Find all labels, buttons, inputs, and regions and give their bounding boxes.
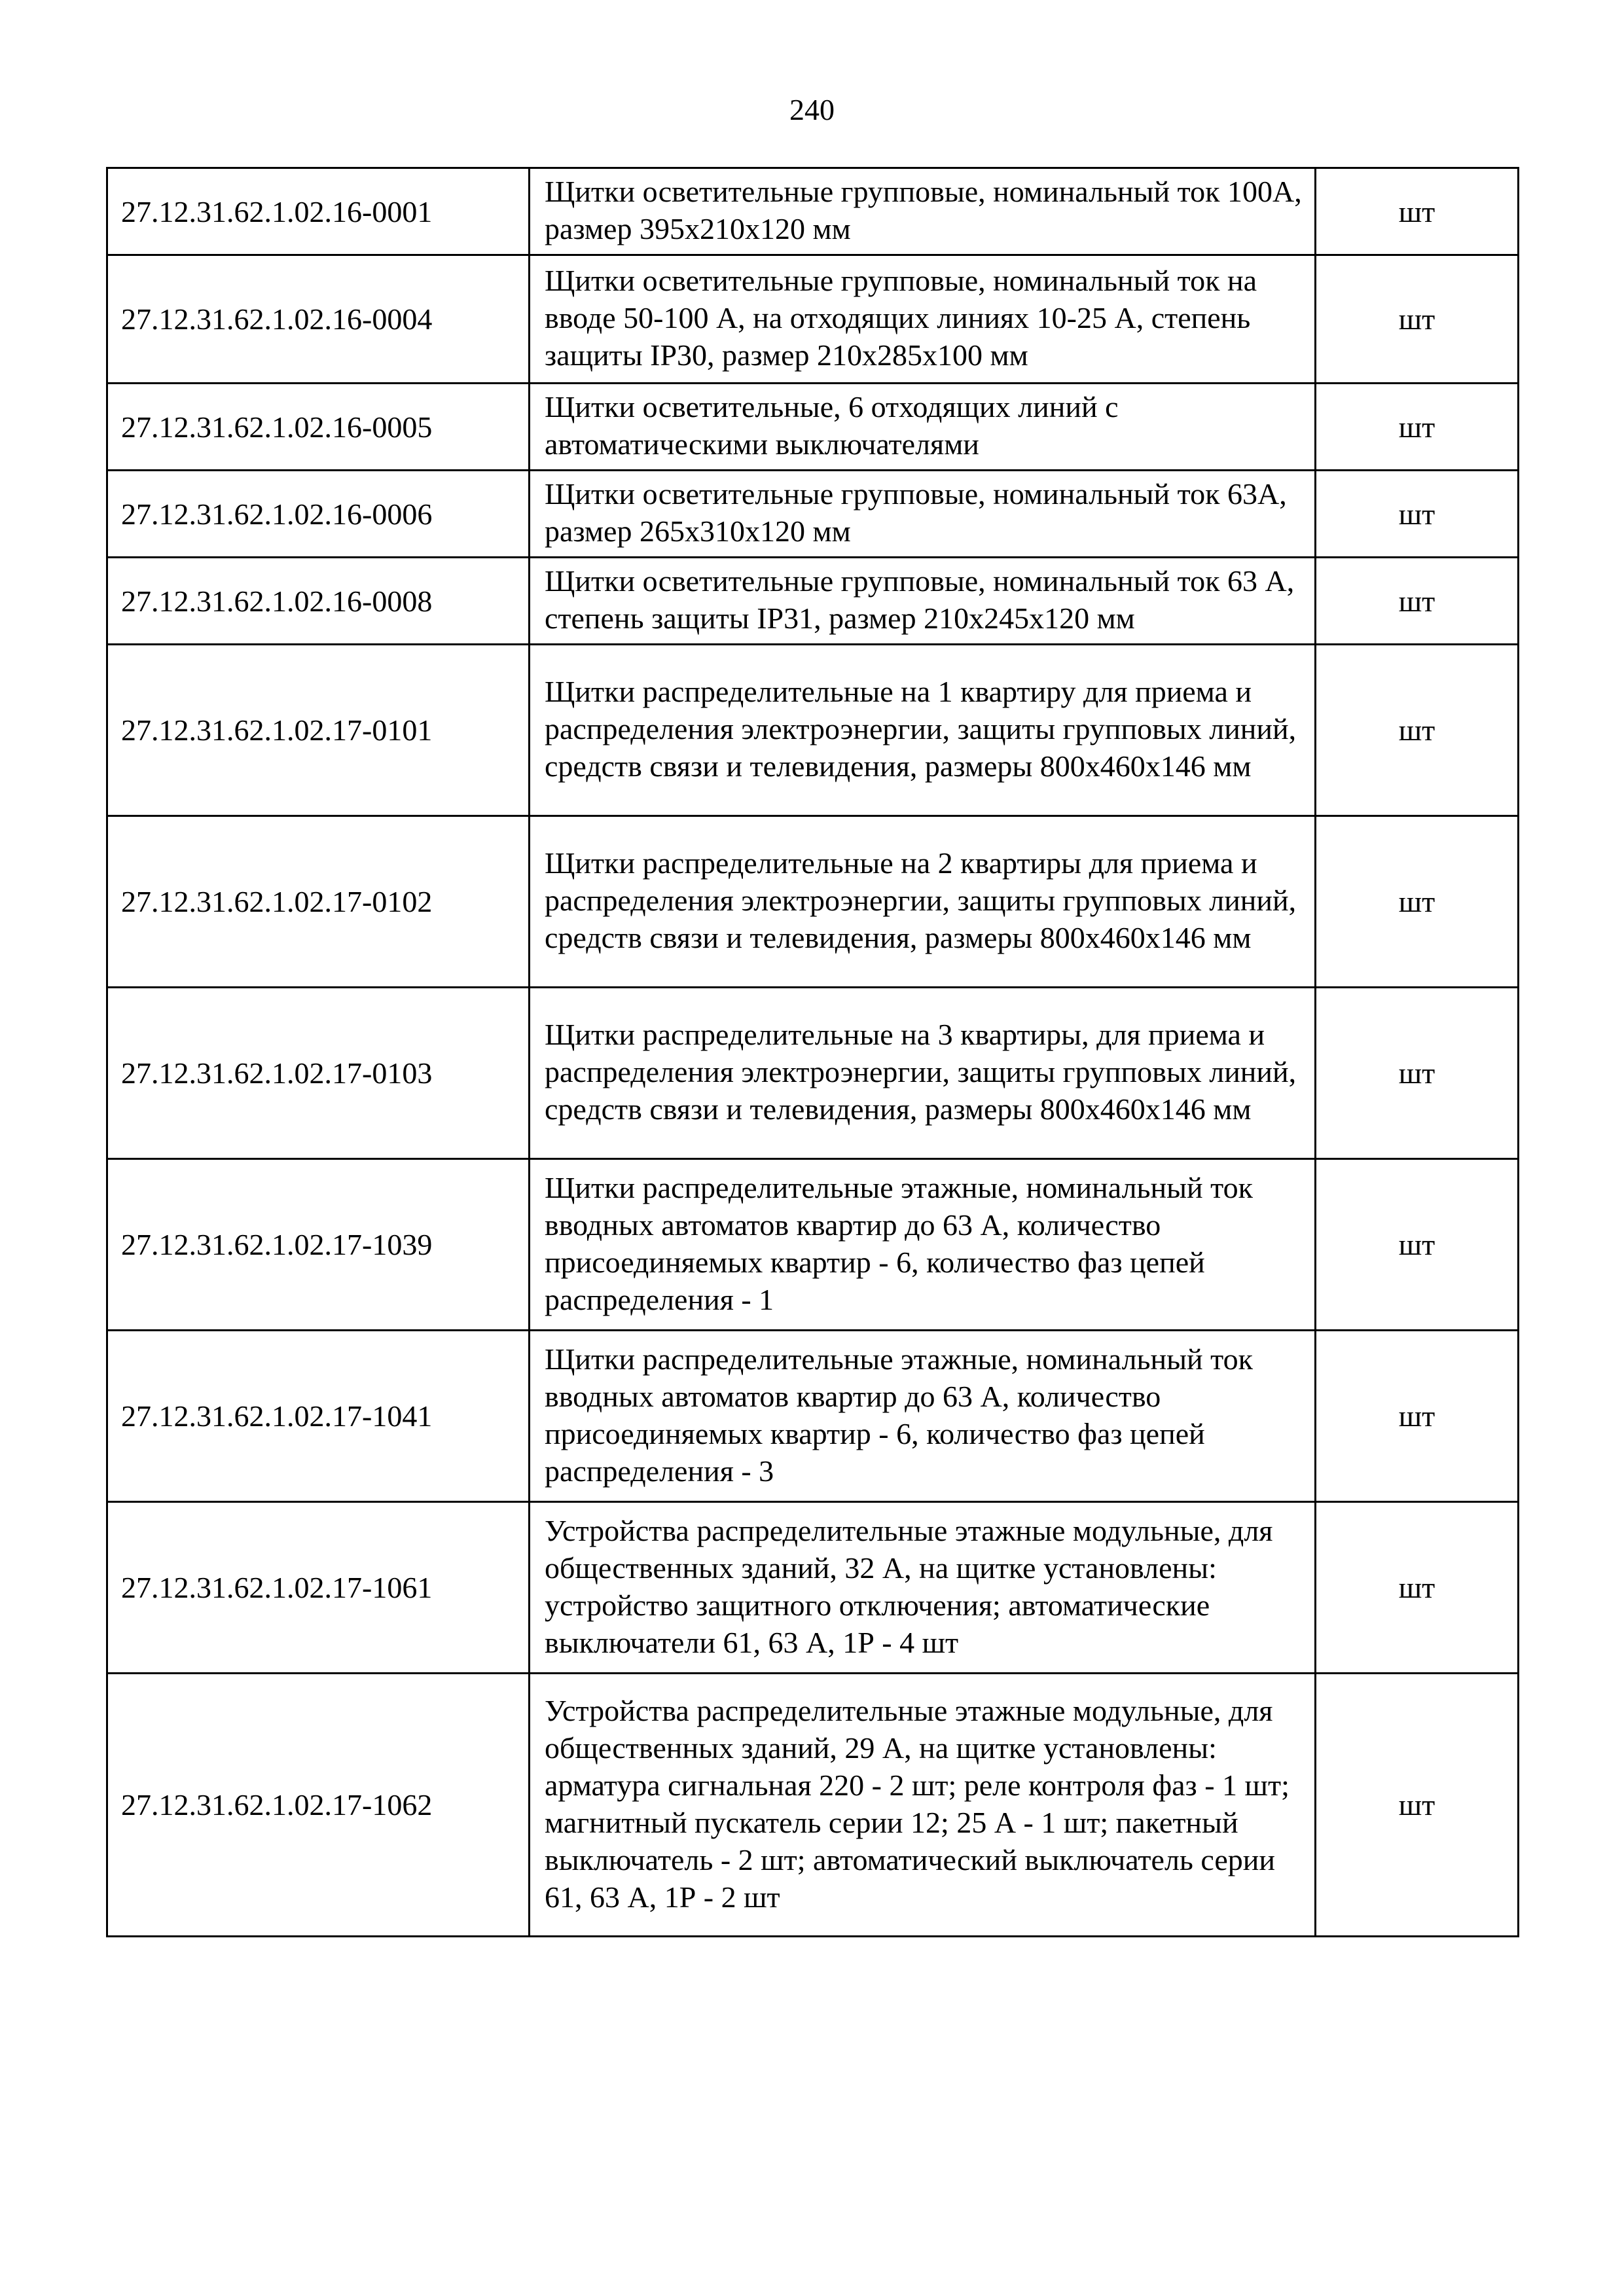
resource-code: 27.12.31.62.1.02.16-0006 (107, 471, 530, 558)
resource-code: 27.12.31.62.1.02.16-0004 (107, 255, 530, 384)
resource-table (106, 167, 1519, 1937)
unit-of-measure: шт (1316, 816, 1519, 988)
resource-description: Щитки распределительные на 3 квартиры, для приема и распределения электроэнергии, защиты групповых линий, средств связи и телевидения, размеры 800х460х146 мм (530, 988, 1316, 1159)
resource-description: Щитки осветительные, 6 отходящих линий с автоматическими выключателями (530, 384, 1316, 471)
resource-description: Щитки распределительные этажные, номинальный ток вводных автоматов квартир до 63 А, количество присоединяемых квартир - 6, количество фаз цепей распределения - 3 (530, 1331, 1316, 1502)
resource-code: 27.12.31.62.1.02.17-1041 (107, 1331, 530, 1502)
unit-of-measure: шт (1316, 1159, 1519, 1331)
unit-of-measure: шт (1316, 384, 1519, 471)
resource-description: Щитки распределительные на 1 квартиру для приема и распределения электроэнергии, защиты групповых линий, средств связи и телевидения, размеры 800х460х146 мм (530, 645, 1316, 816)
resource-code: 27.12.31.62.1.02.16-0008 (107, 558, 530, 645)
table-row (107, 816, 1519, 988)
table-row (107, 384, 1519, 471)
resource-code: 27.12.31.62.1.02.17-0102 (107, 816, 530, 988)
unit-of-measure: шт (1316, 1674, 1519, 1937)
resource-code: 27.12.31.62.1.02.17-0103 (107, 988, 530, 1159)
resource-description: Устройства распределительные этажные модульные, для общественных зданий, 32 А, на щитке установлены: устройство защитного отключения; автоматические выключатели 61, 63 А, 1Р - 4 шт (530, 1502, 1316, 1674)
resource-code: 27.12.31.62.1.02.17-0101 (107, 645, 530, 816)
resource-code: 27.12.31.62.1.02.17-1062 (107, 1674, 530, 1937)
table-row (107, 645, 1519, 816)
resource-description: Щитки распределительные этажные, номинальный ток вводных автоматов квартир до 63 А, количество присоединяемых квартир - 6, количество фаз цепей распределения - 1 (530, 1159, 1316, 1331)
unit-of-measure: шт (1316, 168, 1519, 255)
resource-description: Щитки осветительные групповые, номинальный ток 63А, размер 265х310х120 мм (530, 471, 1316, 558)
resource-description: Щитки осветительные групповые, номинальный ток 100А, размер 395х210х120 мм (530, 168, 1316, 255)
resource-code: 27.12.31.62.1.02.16-0005 (107, 384, 530, 471)
resource-description: Щитки осветительные групповые, номинальный ток 63 А, степень защиты IP31, размер 210х245х120 мм (530, 558, 1316, 645)
unit-of-measure: шт (1316, 1502, 1519, 1674)
unit-of-measure: шт (1316, 558, 1519, 645)
resource-description: Щитки осветительные групповые, номинальный ток на вводе 50-100 А, на отходящих линиях 10-25 А, степень защиты IP30, размер 210х285х100 мм (530, 255, 1316, 384)
table-row (107, 471, 1519, 558)
resource-code: 27.12.31.62.1.02.17-1061 (107, 1502, 530, 1674)
unit-of-measure: шт (1316, 471, 1519, 558)
table-row (107, 255, 1519, 384)
page-number: 240 (789, 93, 835, 126)
resource-description: Устройства распределительные этажные модульные, для общественных зданий, 29 А, на щитке установлены: арматура сигнальная 220 - 2 шт; реле контроля фаз - 1 шт; магнитный пускатель серии 12; 25 А - 1 шт; пакетный выключатель - 2 шт; автоматический выключатель серии 61, 63 А, 1Р - 2 шт (530, 1674, 1316, 1937)
table-row (107, 988, 1519, 1159)
resource-description: Щитки распределительные на 2 квартиры для приема и распределения электроэнергии, защиты групповых линий, средств связи и телевидения, размеры 800х460х146 мм (530, 816, 1316, 988)
table-row (107, 1331, 1519, 1502)
table-row (107, 168, 1519, 255)
resource-code: 27.12.31.62.1.02.17-1039 (107, 1159, 530, 1331)
resource-code: 27.12.31.62.1.02.16-0001 (107, 168, 530, 255)
unit-of-measure: шт (1316, 255, 1519, 384)
table-row (107, 1674, 1519, 1937)
unit-of-measure: шт (1316, 645, 1519, 816)
unit-of-measure: шт (1316, 988, 1519, 1159)
table-row (107, 1159, 1519, 1331)
unit-of-measure: шт (1316, 1331, 1519, 1502)
table-row (107, 1502, 1519, 1674)
table-row (107, 558, 1519, 645)
